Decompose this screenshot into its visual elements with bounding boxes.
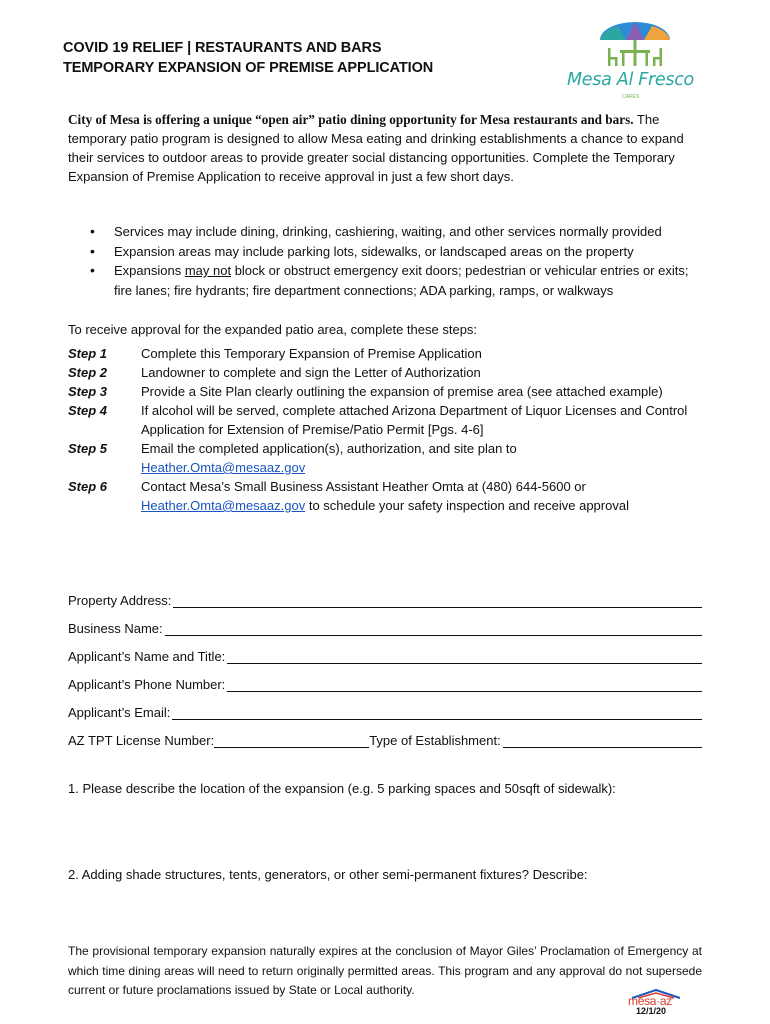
page-title bbox=[63, 38, 433, 78]
document-date: 12/1/20 bbox=[636, 1006, 667, 1016]
step-label: Step 3 bbox=[68, 384, 108, 399]
mesa-logo-text: mesa·az bbox=[628, 994, 672, 1008]
business-name-field bbox=[68, 608, 702, 636]
field-label: Applicant’s Phone Number: bbox=[68, 677, 226, 692]
bullet-list bbox=[90, 222, 710, 300]
step-text: Complete this Temporary Expansion of Premise Application bbox=[141, 346, 482, 361]
applicant-email-field bbox=[68, 692, 702, 720]
applicant-phone-input[interactable] bbox=[227, 676, 702, 692]
applicant-name-field bbox=[68, 636, 702, 664]
step-text: Provide a Site Plan clearly outlining the expansion of premise area (see attached example) bbox=[141, 384, 663, 399]
step-row bbox=[68, 477, 708, 515]
title-line-1: COVID 19 RELIEF | RESTAURANTS AND BARS bbox=[63, 40, 382, 56]
property-address-input[interactable] bbox=[173, 592, 702, 608]
question-2: 2. Adding shade structures, tents, generators, or other semi-permanent fixtures? Describe: bbox=[68, 867, 588, 882]
field-label: Applicant’s Name and Title: bbox=[68, 649, 226, 664]
establishment-type-input[interactable] bbox=[503, 732, 702, 748]
intro-bold: City of Mesa is offering a unique “open air” patio dining opportunity for Mesa restaurants and bars. bbox=[68, 112, 634, 127]
field-label: Business Name: bbox=[68, 621, 163, 636]
bullet-text: Expansion areas may include parking lots, sidewalks, or landscaped areas on the property bbox=[114, 243, 634, 259]
field-label: Type of Establishment: bbox=[369, 733, 501, 748]
step-row bbox=[68, 363, 708, 382]
bullet-item bbox=[90, 261, 710, 300]
email-link[interactable]: Heather.Omta@mesaaz.gov bbox=[141, 460, 306, 475]
field-label: Applicant’s Email: bbox=[68, 705, 171, 720]
step-label: Step 1 bbox=[68, 346, 108, 361]
business-name-input[interactable] bbox=[165, 620, 702, 636]
question-1: 1. Please describe the location of the expansion (e.g. 5 parking spaces and 50sqft of sidewalk): bbox=[68, 781, 616, 796]
steps-list bbox=[68, 344, 708, 515]
intro-paragraph bbox=[68, 110, 708, 186]
mesa-al-fresco-logo bbox=[560, 18, 710, 104]
step-text-part: to schedule your safety inspection and receive approval bbox=[305, 498, 629, 513]
step-label: Step 4 bbox=[68, 403, 108, 418]
field-label: Property Address: bbox=[68, 593, 172, 608]
intro-body: The temporary patio program is designed to allow Mesa eating and drinking establishments a chance to expand their services to outdoor areas to provide greater social distancing opportunities. Complete the Temporary Expansion of Premise Application to receive approval in just a few short days. bbox=[68, 112, 684, 184]
tpt-license-input[interactable] bbox=[214, 732, 369, 748]
logo-text: Mesa Al Fresco bbox=[567, 70, 694, 90]
step-label: Step 6 bbox=[68, 479, 108, 494]
applicant-name-input[interactable] bbox=[227, 648, 702, 664]
step-text-part: Email the completed application(s), authorization, and site plan to bbox=[141, 441, 517, 456]
applicant-phone-field bbox=[68, 664, 702, 692]
steps-intro: To receive approval for the expanded patio area, complete these steps: bbox=[68, 322, 478, 337]
property-address-field bbox=[68, 580, 702, 608]
step-text bbox=[141, 477, 708, 515]
step-row bbox=[68, 382, 708, 401]
step-label: Step 2 bbox=[68, 365, 108, 380]
tpt-establishment-row bbox=[68, 720, 702, 748]
bullet-item bbox=[90, 242, 710, 262]
email-link[interactable]: Heather.Omta@mesaaz.gov bbox=[141, 498, 306, 513]
title-line-2: TEMPORARY EXPANSION OF PREMISE APPLICATION bbox=[63, 60, 434, 76]
umbrella-table-icon bbox=[560, 18, 710, 74]
application-form bbox=[68, 580, 702, 748]
step-label: Step 5 bbox=[68, 441, 108, 456]
bullet-item bbox=[90, 222, 710, 242]
step-text-part: Contact Mesa’s Small Business Assistant Heather Omta at (480) 644-5600 or bbox=[141, 479, 586, 494]
bullet-text: block or obstruct emergency exit doors; pedestrian or vehicular entries or exits; fire lanes; fire hydrants; fire department connections; ADA parking, ramps, or walkways bbox=[114, 263, 689, 298]
logo-tagline: CARES bbox=[622, 94, 640, 100]
step-text: Landowner to complete and sign the Letter of Authorization bbox=[141, 365, 481, 380]
step-row bbox=[68, 344, 708, 363]
step-text: If alcohol will be served, complete attached Arizona Department of Liquor Licenses and Control Application for Extension of Premise/Patio Permit [Pgs. 4-6] bbox=[141, 403, 688, 437]
step-row bbox=[68, 401, 708, 439]
applicant-email-input[interactable] bbox=[172, 704, 702, 720]
bullet-text: Services may include dining, drinking, cashiering, waiting, and other services normally provided bbox=[114, 224, 662, 239]
step-text bbox=[141, 439, 708, 477]
footer-disclaimer: The provisional temporary expansion naturally expires at the conclusion of Mayor Giles’ Proclamation of Emergency at which time dining areas will need to return originally permitted areas. This program and any approval do not supersede current or future proclamations issued by State or Local authority. bbox=[68, 944, 702, 997]
bullet-underline-text: may not bbox=[184, 263, 232, 278]
bullet-text: Expansions bbox=[114, 263, 185, 278]
step-row bbox=[68, 439, 708, 477]
field-label: AZ TPT License Number: bbox=[68, 733, 215, 748]
